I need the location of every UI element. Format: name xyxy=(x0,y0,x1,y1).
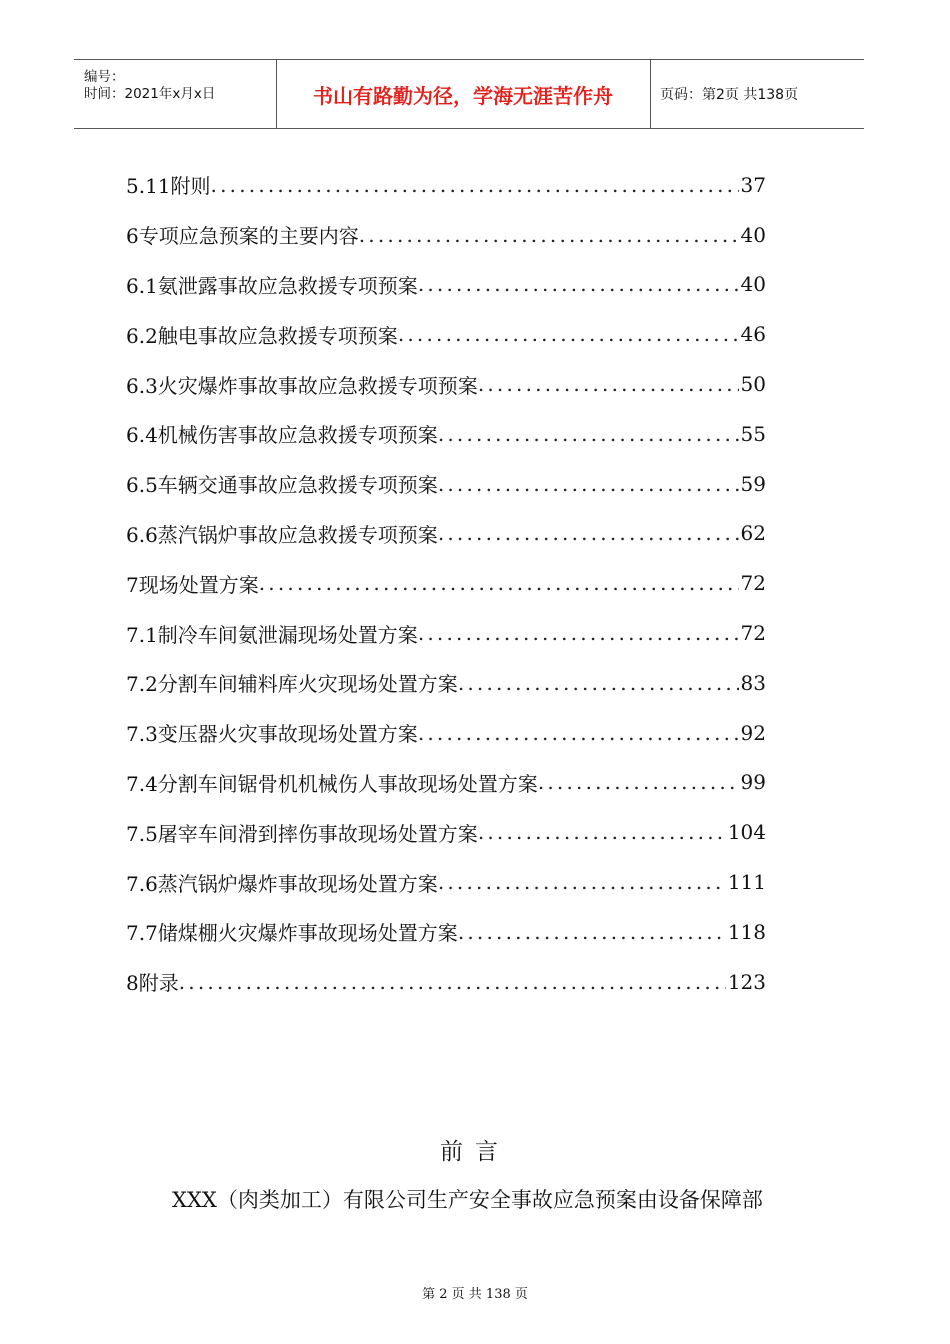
toc-entry[interactable] xyxy=(126,409,766,459)
toc-entry-title: 6.6蒸汽锅炉事故应急救援专项预案 xyxy=(126,522,438,547)
toc-entry[interactable] xyxy=(126,260,766,310)
toc-entry-page: 40 xyxy=(740,222,766,247)
toc-entry-title: 7.5屠宰车间滑到摔伤事故现场处置方案 xyxy=(126,821,478,846)
toc-leader-dots xyxy=(211,173,739,197)
toc-entry-page: 92 xyxy=(740,720,766,745)
toc-entry-page: 123 xyxy=(727,969,766,994)
header-page-info: 页码：第2页 共138页 xyxy=(660,87,799,103)
toc-entry-title: 8附录 xyxy=(126,971,179,996)
header-motto: 书山有路勤为径，学海无涯苦作舟 xyxy=(276,60,651,128)
toc-leader-dots xyxy=(438,422,739,446)
toc-entry-title: 5.11附则 xyxy=(126,174,211,199)
toc-leader-dots xyxy=(418,272,739,296)
toc-entry-title: 6.2触电事故应急救援专项预案 xyxy=(126,323,398,348)
toc-entry[interactable] xyxy=(126,558,766,608)
toc-entry-page: 62 xyxy=(740,521,766,546)
toc-leader-dots xyxy=(438,870,726,894)
toc-entry[interactable] xyxy=(126,708,766,758)
toc-leader-dots xyxy=(458,920,726,944)
toc-entry[interactable] xyxy=(126,210,766,260)
toc-entry[interactable] xyxy=(126,957,766,1007)
toc-leader-dots xyxy=(438,521,739,545)
toc-entry-page: 72 xyxy=(740,621,766,646)
toc-entry[interactable] xyxy=(126,758,766,808)
toc-entry-title: 7.3变压器火灾事故现场处置方案 xyxy=(126,722,418,747)
toc-entry-title: 7.4分割车间锯骨机机械伤人事故现场处置方案 xyxy=(126,771,538,796)
toc-entry-page: 104 xyxy=(727,820,766,845)
toc-entry[interactable] xyxy=(126,309,766,359)
page-footer: 第 2 页 共 138 页 xyxy=(422,1287,528,1302)
toc-leader-dots xyxy=(418,621,739,645)
toc-entry-page: 99 xyxy=(740,770,766,795)
toc-entry-title: 7.6蒸汽锅炉爆炸事故现场处置方案 xyxy=(126,871,438,896)
time-label: 时间：2021年x月x日 xyxy=(84,86,216,102)
toc-entry-title: 7.2分割车间辅料库火灾现场处置方案 xyxy=(126,672,458,697)
toc-entry-title: 6.5车辆交通事故应急救援专项预案 xyxy=(126,473,438,498)
toc-entry-page: 40 xyxy=(740,272,766,297)
table-of-contents xyxy=(126,160,766,1007)
toc-leader-dots xyxy=(359,223,739,247)
toc-leader-dots xyxy=(398,322,739,346)
toc-entry-page: 111 xyxy=(727,870,766,895)
toc-entry-page: 118 xyxy=(727,919,766,944)
toc-leader-dots xyxy=(478,820,726,844)
toc-entry-page: 83 xyxy=(740,670,766,695)
toc-entry[interactable] xyxy=(126,160,766,210)
toc-entry[interactable] xyxy=(126,509,766,559)
toc-entry-title: 7.7储煤棚火灾爆炸事故现场处置方案 xyxy=(126,921,458,946)
toc-entry-page: 37 xyxy=(740,172,766,197)
preface-body: XXX（肉类加工）有限公司生产安全事故应急预案由设备保障部 xyxy=(172,1188,763,1212)
toc-entry[interactable] xyxy=(126,857,766,907)
toc-entry-page: 72 xyxy=(740,571,766,596)
toc-entry[interactable] xyxy=(126,608,766,658)
toc-entry[interactable] xyxy=(126,459,766,509)
toc-entry[interactable] xyxy=(126,359,766,409)
toc-entry-page: 55 xyxy=(740,421,766,446)
toc-leader-dots xyxy=(418,721,739,745)
toc-entry-title: 7现场处置方案 xyxy=(126,572,259,597)
preface-title: 前言 xyxy=(440,1139,510,1165)
number-label: 编号： xyxy=(84,69,125,85)
toc-leader-dots xyxy=(179,970,726,994)
toc-entry-title: 6.1氨泄露事故应急救援专项预案 xyxy=(126,273,418,298)
toc-entry-title: 7.1制冷车间氨泄漏现场处置方案 xyxy=(126,622,418,647)
toc-entry-title: 6专项应急预案的主要内容 xyxy=(126,224,359,249)
toc-leader-dots xyxy=(259,571,739,595)
toc-leader-dots xyxy=(458,671,739,695)
toc-entry[interactable] xyxy=(126,907,766,957)
toc-entry[interactable] xyxy=(126,807,766,857)
document-header xyxy=(74,59,864,129)
toc-entry-page: 59 xyxy=(740,471,766,496)
toc-leader-dots xyxy=(438,472,739,496)
toc-leader-dots xyxy=(538,770,739,794)
toc-entry[interactable] xyxy=(126,658,766,708)
toc-entry-title: 6.4机械伤害事故应急救援专项预案 xyxy=(126,423,438,448)
toc-leader-dots xyxy=(478,372,739,396)
toc-entry-page: 46 xyxy=(740,322,766,347)
toc-entry-title: 6.3火灾爆炸事故事故应急救援专项预案 xyxy=(126,373,478,398)
toc-entry-page: 50 xyxy=(740,372,766,397)
header-meta-cell xyxy=(74,60,277,128)
